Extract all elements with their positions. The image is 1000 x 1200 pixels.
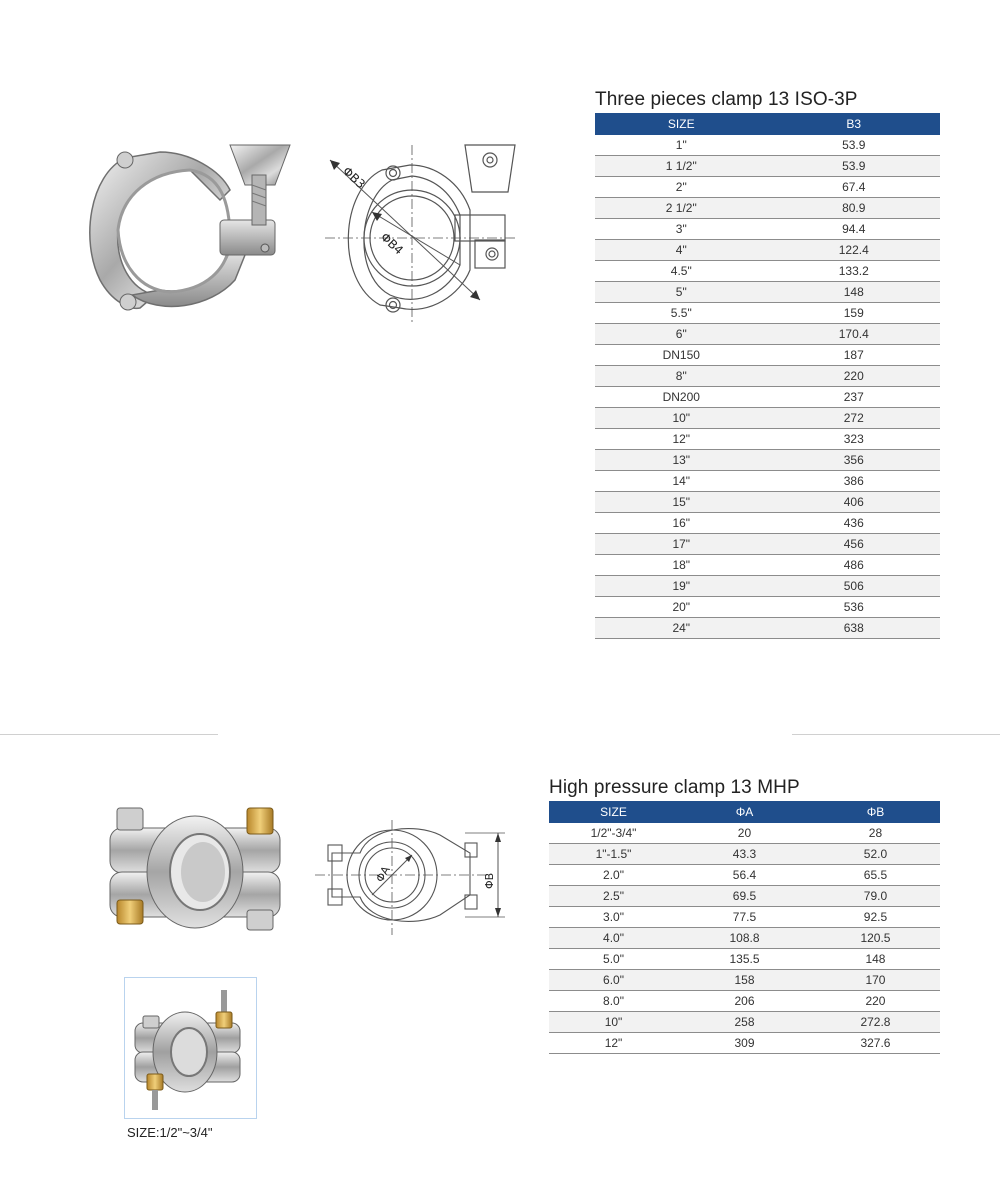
table-cell: 6.0" [549,970,678,991]
table-row [595,534,940,555]
table-row [549,991,940,1012]
table-cell: 237 [768,387,941,408]
table-row [595,345,940,366]
small-size-thumbnail [124,977,257,1119]
table-header-row [595,113,940,135]
table-cell: 53.9 [768,135,941,156]
table-cell: 108.8 [678,928,811,949]
section2-title: High pressure clamp 13 MHP [549,777,800,798]
table-row [549,823,940,844]
table-cell: 170.4 [768,324,941,345]
table-cell: 135.5 [678,949,811,970]
table-cell: 148 [768,282,941,303]
table-row [549,928,940,949]
thumbnail-size-caption: SIZE:1/2"~3/4" [127,1125,213,1140]
high-pressure-clamp-table [549,801,940,1054]
table-cell: 386 [768,471,941,492]
table-row [595,177,940,198]
table-row [595,366,940,387]
table-cell: 10" [549,1012,678,1033]
table-row [595,156,940,177]
table-cell: 206 [678,991,811,1012]
section1-title: Three pieces clamp 13 ISO-3P [595,89,858,110]
table-cell: 122.4 [768,240,941,261]
table-cell: 309 [678,1033,811,1054]
diagram-label-b: ΦB [483,872,496,889]
table-row [595,324,940,345]
table-cell: 15" [595,492,768,513]
table-cell: 3.0" [549,907,678,928]
table-cell: 1" [595,135,768,156]
table-row [595,240,940,261]
table-cell: 536 [768,597,941,618]
table-cell: 80.9 [768,198,941,219]
table-cell: 24" [595,618,768,639]
table-row [595,450,940,471]
diagram-label-b4: ΦB4 [377,229,407,258]
table-cell: 65.5 [811,865,940,886]
table-cell: 456 [768,534,941,555]
section-divider-right [792,734,1000,735]
table-cell: 2" [595,177,768,198]
table-cell: 77.5 [678,907,811,928]
table-cell: 28 [811,823,940,844]
table-row [549,1012,940,1033]
table-row [549,844,940,865]
table-cell: 506 [768,576,941,597]
three-piece-clamp-drawing [320,130,520,330]
table-cell: 94.4 [768,219,941,240]
table-cell: 18" [595,555,768,576]
table-cell: 4.5" [595,261,768,282]
table-cell: 16" [595,513,768,534]
table-cell: 56.4 [678,865,811,886]
table-cell: 20" [595,597,768,618]
column-header-b: ΦB [811,801,940,823]
table-cell: 67.4 [768,177,941,198]
table-row [549,865,940,886]
table-cell: 1 1/2" [595,156,768,177]
table-cell: 356 [768,450,941,471]
table-cell: 327.6 [811,1033,940,1054]
table-cell: 10" [595,408,768,429]
table-cell: 220 [811,991,940,1012]
table-row [549,886,940,907]
table-cell: 638 [768,618,941,639]
table-row [595,408,940,429]
small-clamp-photo [125,978,256,1118]
table-cell: 158 [678,970,811,991]
section-divider-left [0,734,218,735]
table-cell: 19" [595,576,768,597]
table-row [595,198,940,219]
table-cell: 258 [678,1012,811,1033]
table-cell: 406 [768,492,941,513]
table-cell: 272 [768,408,941,429]
table-row [595,135,940,156]
column-header-size: SIZE [549,801,678,823]
table-cell: 13" [595,450,768,471]
table-cell: 1"-1.5" [549,844,678,865]
table-row [595,555,940,576]
table-cell: 170 [811,970,940,991]
table-row [549,907,940,928]
table-row [595,513,940,534]
table-row [595,597,940,618]
table-cell: 3" [595,219,768,240]
table-cell: 17" [595,534,768,555]
table-cell: 92.5 [811,907,940,928]
table-cell: 5.5" [595,303,768,324]
table-cell: 52.0 [811,844,940,865]
table-row [595,576,940,597]
table-cell: 159 [768,303,941,324]
table-cell: 323 [768,429,941,450]
table-cell: 4" [595,240,768,261]
table-cell: DN200 [595,387,768,408]
table-cell: 53.9 [768,156,941,177]
table-cell: 2 1/2" [595,198,768,219]
table-row [595,387,940,408]
table-cell: 220 [768,366,941,387]
table-header-row [549,801,940,823]
table-cell: 2.5" [549,886,678,907]
table-cell: 5.0" [549,949,678,970]
table-cell: 2.0" [549,865,678,886]
diagram-label-a: ΦA [373,863,393,885]
three-piece-clamp-table [595,113,940,639]
table-cell: DN150 [595,345,768,366]
table-cell: 148 [811,949,940,970]
table-row [595,219,940,240]
high-pressure-clamp-drawing [310,815,510,940]
table-cell: 120.5 [811,928,940,949]
table-cell: 1/2"-3/4" [549,823,678,844]
table-cell: 12" [595,429,768,450]
table-cell: 436 [768,513,941,534]
table-row [595,303,940,324]
table-cell: 272.8 [811,1012,940,1033]
table-row [595,429,940,450]
high-pressure-clamp-photo [95,800,295,940]
table-cell: 69.5 [678,886,811,907]
table-cell: 6" [595,324,768,345]
table-cell: 8" [595,366,768,387]
table-cell: 79.0 [811,886,940,907]
column-header-size: SIZE [595,113,768,135]
table-row [595,618,940,639]
table-row [549,949,940,970]
table-row [595,282,940,303]
table-cell: 8.0" [549,991,678,1012]
table-cell: 5" [595,282,768,303]
table-row [595,261,940,282]
table-row [549,970,940,991]
table-cell: 12" [549,1033,678,1054]
three-piece-clamp-photo [70,130,300,330]
table-cell: 133.2 [768,261,941,282]
table-cell: 486 [768,555,941,576]
table-cell: 20 [678,823,811,844]
table-cell: 14" [595,471,768,492]
table-cell: 43.3 [678,844,811,865]
table-row [595,492,940,513]
table-cell: 4.0" [549,928,678,949]
table-row [549,1033,940,1054]
column-header-a: ΦA [678,801,811,823]
table-row [595,471,940,492]
table-cell: 187 [768,345,941,366]
column-header-b3: B3 [768,113,941,135]
diagram-label-b3: ΦB3 [339,163,369,192]
